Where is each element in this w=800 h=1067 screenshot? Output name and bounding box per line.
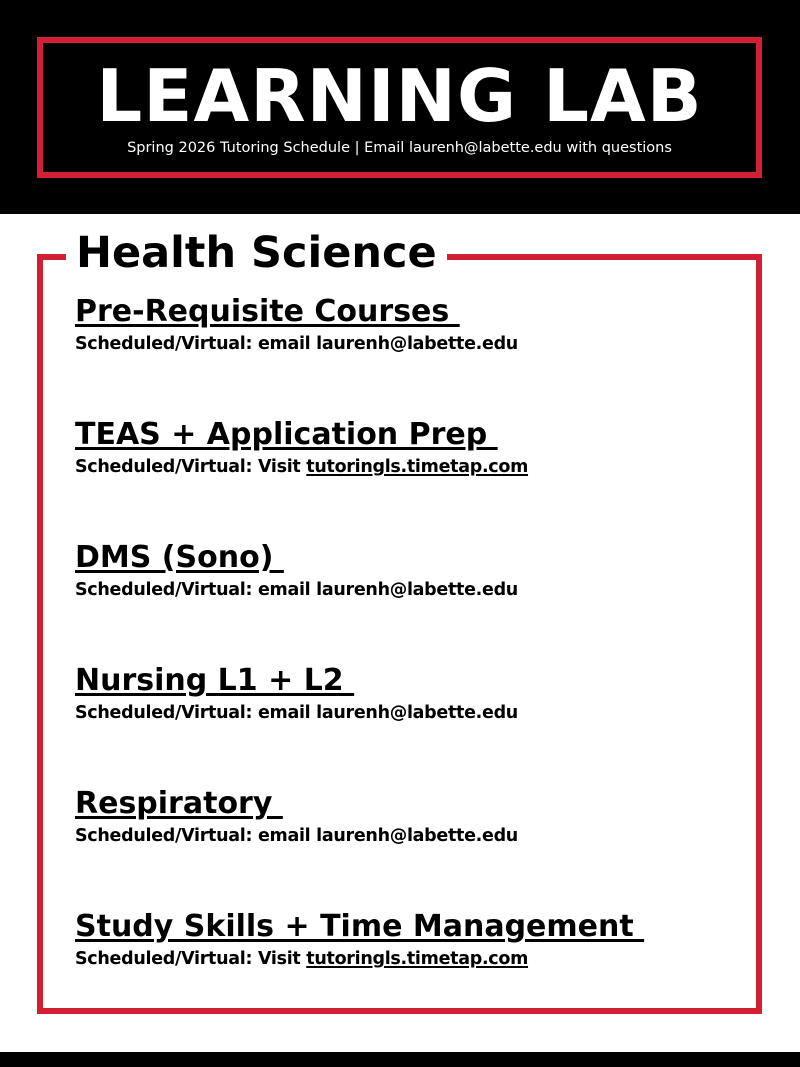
course-link[interactable]: tutoringls.timetap.com <box>306 457 529 477</box>
course-name: Respiratory <box>75 786 283 821</box>
course-name: Pre-Requisite Courses <box>75 294 460 329</box>
course-info-text: Scheduled/Virtual: Visit <box>75 949 307 969</box>
course-respiratory <box>75 785 518 847</box>
course-info <box>75 702 518 724</box>
header-box <box>37 37 762 178</box>
course-info <box>75 579 518 601</box>
course-info-text: Scheduled/Virtual: email laurenh@labette.edu <box>75 580 518 600</box>
course-info-text: Scheduled/Virtual: email laurenh@labette.edu <box>75 826 518 846</box>
course-link[interactable]: tutoringls.timetap.com <box>306 949 529 969</box>
section-title: Health Science <box>66 226 447 280</box>
header-band <box>0 0 800 214</box>
course-teas <box>75 416 528 478</box>
course-name: Nursing L1 + L2 <box>75 663 355 698</box>
page-title: LEARNING LAB <box>96 54 703 138</box>
course-name: TEAS + Application Prep <box>75 417 498 452</box>
course-info-text: Scheduled/Virtual: email laurenh@labette.edu <box>75 703 518 723</box>
course-dms <box>75 539 518 601</box>
course-info <box>75 825 518 847</box>
course-info <box>75 333 518 355</box>
course-name: Study Skills + Time Management <box>75 909 645 944</box>
content-frame <box>37 254 762 1014</box>
course-info <box>75 948 644 970</box>
course-nursing <box>75 662 518 724</box>
course-name: DMS (Sono) <box>75 540 284 575</box>
course-info-text: Scheduled/Virtual: email laurenh@labette.edu <box>75 334 518 354</box>
course-info-text: Scheduled/Virtual: Visit <box>75 457 307 477</box>
footer-band <box>0 1052 800 1067</box>
course-study-skills <box>75 908 644 970</box>
course-prerequisite <box>75 293 518 355</box>
page-subtitle: Spring 2026 Tutoring Schedule | Email laurenh@labette.edu with questions <box>127 140 672 156</box>
course-info <box>75 456 528 478</box>
